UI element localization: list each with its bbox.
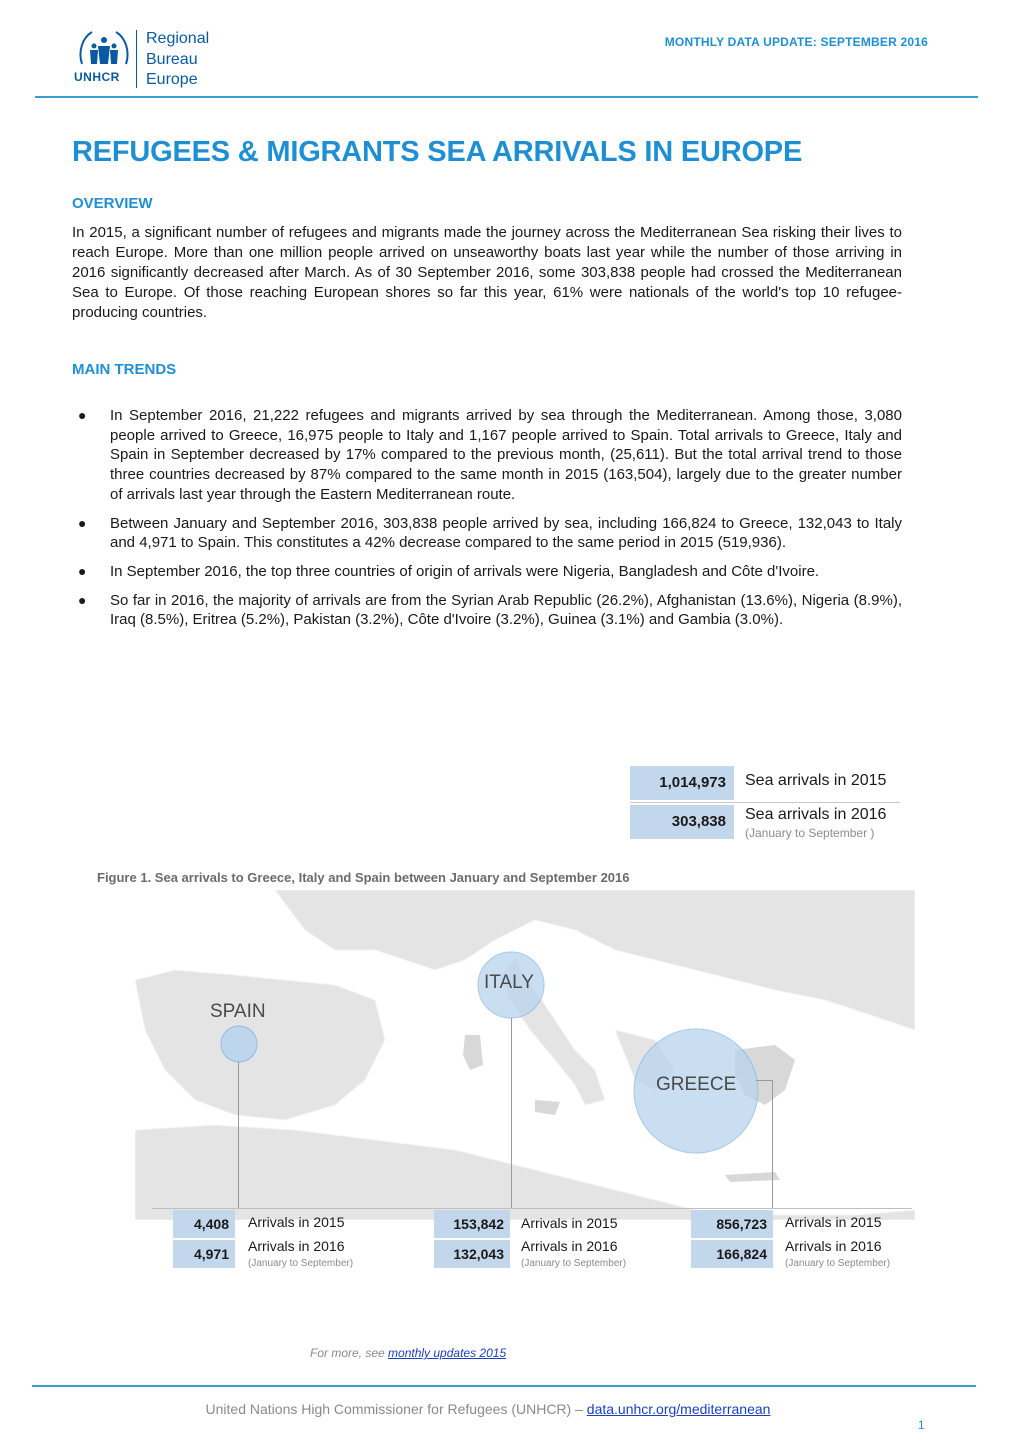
footer-org: United Nations High Commissioner for Refugees (UNHCR) – xyxy=(205,1401,587,1417)
trends-heading: MAIN TRENDS xyxy=(72,361,177,378)
trend-text: In September 2016, the top three countries of origin of arrivals were Nigeria, Bangladesh and Côte d'Ivoire. xyxy=(110,562,820,580)
page-title: REFUGEES & MIGRANTS SEA ARRIVALS IN EUROPE xyxy=(72,136,803,168)
footer-link[interactable]: data.unhcr.org/mediterranean xyxy=(586,1401,771,1417)
greece-2016-sub: (January to September) xyxy=(785,1258,891,1269)
overview-heading: OVERVIEW xyxy=(72,195,153,212)
trends-list xyxy=(72,406,902,639)
mediterranean-map xyxy=(135,890,915,1220)
sea-arrivals-2015-value: 1,014,973 xyxy=(630,766,734,800)
footer-text xyxy=(0,1401,976,1417)
list-item xyxy=(72,562,902,582)
italy-2016-value: 132,043 xyxy=(434,1240,510,1268)
bullet-icon: ● xyxy=(78,407,87,423)
italy-label: ITALY xyxy=(484,972,534,993)
logo-line-1: Regional xyxy=(146,30,210,47)
logo-divider xyxy=(136,30,137,88)
figure-caption: Figure 1. Sea arrivals to Greece, Italy and Spain between January and September 2016 xyxy=(97,870,630,885)
spain-leader-line xyxy=(238,1062,239,1208)
greece-2015-label: Arrivals in 2015 xyxy=(785,1214,882,1230)
bullet-icon: ● xyxy=(78,562,87,579)
italy-2015-value: 153,842 xyxy=(434,1210,510,1238)
greece-leader-line xyxy=(772,1080,773,1208)
greece-2015-value: 856,723 xyxy=(691,1210,773,1238)
more-info-prefix: For more, see xyxy=(310,1346,389,1360)
spain-bubble xyxy=(221,1026,257,1062)
spain-2016-label: Arrivals in 2016 xyxy=(248,1238,345,1254)
italy-2015-label: Arrivals in 2015 xyxy=(521,1215,618,1231)
logo-line-3: Europe xyxy=(146,71,198,88)
trend-text: In September 2016, 21,222 refugees and migrants arrived by sea through the Mediterranean. Among those, 3,080 people arrived to Greece, 16,975 people to Italy and 1,167 people arrived to Spain. Total arrivals to Greece, Italy and Spain in September decreased by 17% compared to the previous month, (25,611). But the total arrival trend to those three countries decreased by 87% compared to the same month in 2015 (163,504), largely due to the greater number of arrivals last year through the Eastern Mediterranean route. xyxy=(110,407,902,503)
italy-2016-label: Arrivals in 2016 xyxy=(521,1238,618,1254)
spain-2015-label: Arrivals in 2015 xyxy=(248,1214,345,1230)
stat-divider xyxy=(630,802,900,803)
italy-2016-sub: (January to September) xyxy=(521,1258,627,1269)
unhcr-emblem-icon xyxy=(74,28,134,70)
trend-text: So far in 2016, the majority of arrivals are from the Syrian Arab Republic (26.2%), Afghanistan (13.6%), Nigeria (8.9%), Iraq (8.5%), Eritrea (5.2%), Pakistan (3.2%), Côte d'Ivoire (3.2%), Guinea (3.1%) and Gambia (3.0%). xyxy=(110,591,902,629)
page-number: 1 xyxy=(918,1418,925,1432)
header-divider xyxy=(35,96,978,98)
monthly-updates-link[interactable]: monthly updates 2015 xyxy=(388,1346,507,1360)
sea-arrivals-2015-label: Sea arrivals in 2015 xyxy=(745,772,887,789)
footer-divider xyxy=(32,1385,976,1387)
logo-line-2: Bureau xyxy=(146,50,198,68)
unhcr-logo xyxy=(74,28,134,70)
list-item xyxy=(72,406,902,505)
list-item xyxy=(72,514,902,553)
more-info xyxy=(310,1346,506,1360)
greece-leader-tick xyxy=(756,1080,772,1081)
report-label: MONTHLY DATA UPDATE: SEPTEMBER 2016 xyxy=(664,35,928,49)
spain-2015-value: 4,408 xyxy=(173,1210,235,1238)
sea-arrivals-2016-label: Sea arrivals in 2016 xyxy=(745,806,887,823)
spain-2016-sub: (January to September) xyxy=(248,1258,354,1269)
sea-arrivals-2016-value: 303,838 xyxy=(630,805,734,839)
sea-arrivals-2016-sub: (January to September ) xyxy=(745,826,875,840)
greece-2016-label: Arrivals in 2016 xyxy=(785,1238,882,1254)
logo-regional-bureau xyxy=(146,29,209,91)
trend-text: Between January and September 2016, 303,838 people arrived by sea, including 166,824 to Greece, 132,043 to Italy and 4,971 to Spain. This constitutes a 42% decrease compared to the same period in 2015 (519,936). xyxy=(110,514,902,552)
greece-label: GREECE xyxy=(656,1074,737,1095)
list-item xyxy=(72,591,902,630)
bullet-icon: ● xyxy=(78,514,87,531)
overview-text: In 2015, a significant number of refugees and migrants made the journey across the Mediterranean Sea risking their lives to reach Europe. More than one million people arrived on unseaworthy boats last year while the number of those arriving in 2016 significantly decreased after March. As of 30 September 2016, some 303,838 people had crossed the Mediterranean Sea to Europe. Of those reaching European shores so far this year, 61% were nationals of the world's top 10 refugee-producing countries. xyxy=(72,224,902,321)
italy-leader-line xyxy=(511,1018,512,1208)
spain-2016-value: 4,971 xyxy=(173,1240,235,1268)
greece-2016-value: 166,824 xyxy=(691,1240,773,1268)
bullet-icon: ● xyxy=(78,591,87,608)
logo-org-name: UNHCR xyxy=(74,70,120,84)
spain-label: SPAIN xyxy=(210,1001,266,1022)
figure-baseline xyxy=(152,1208,912,1209)
